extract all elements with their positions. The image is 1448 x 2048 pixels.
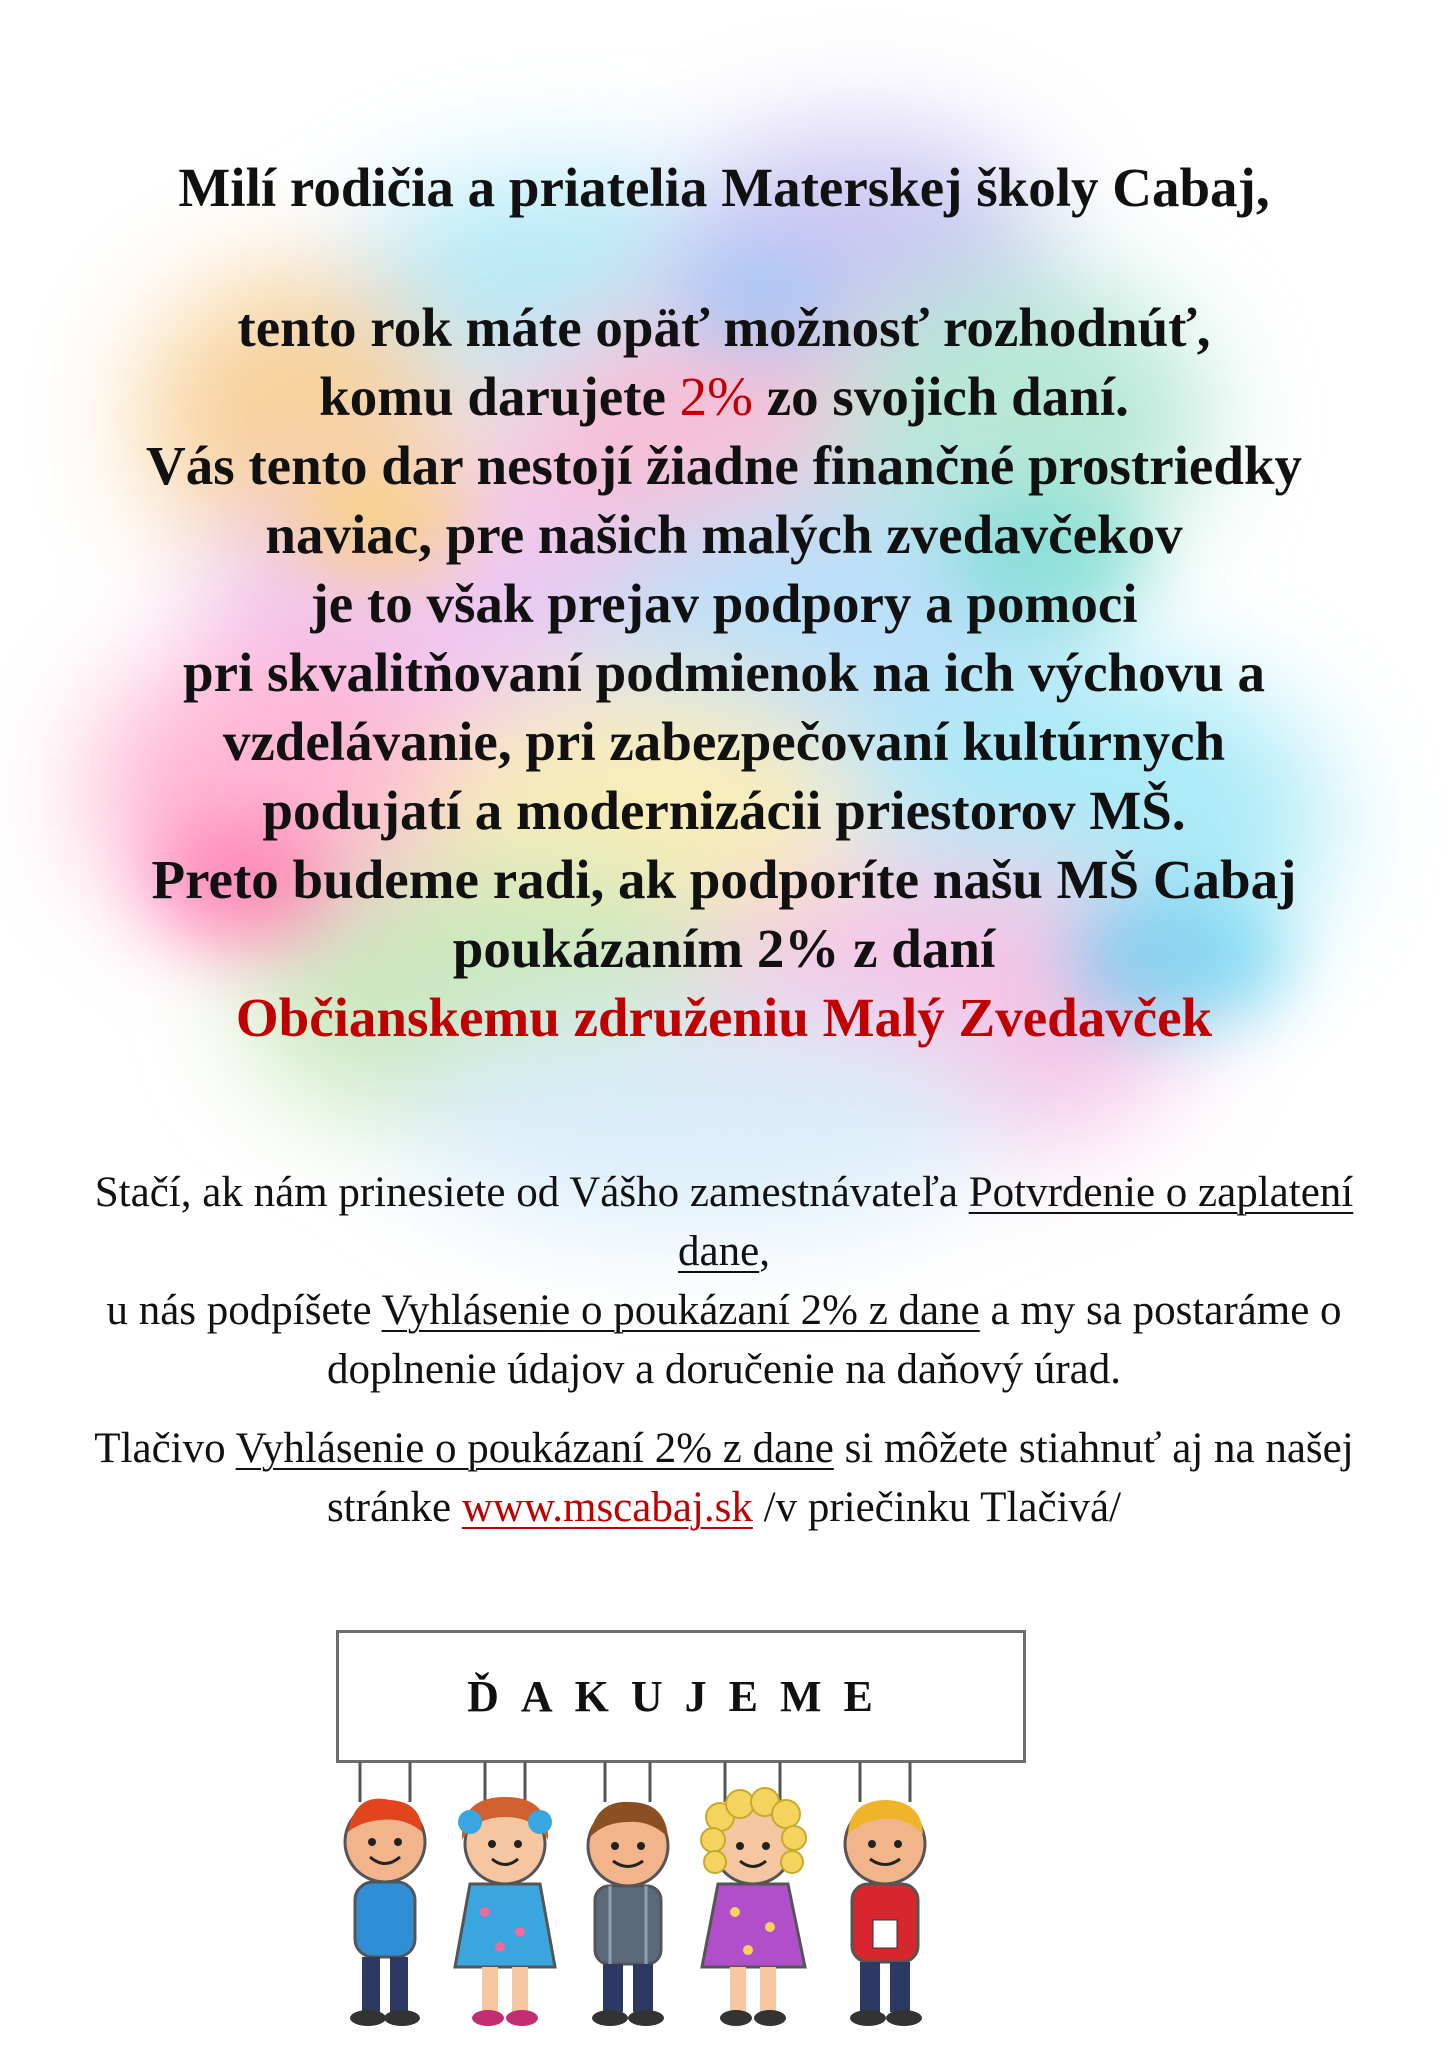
appeal-block xyxy=(80,157,1368,1059)
instructions-paragraph-1 xyxy=(70,1163,1378,1399)
appeal-line-7: vzdelávanie, pri zabezpečovaní kultúrnych xyxy=(222,711,1226,772)
instr-text-4: a my sa postaráme o doplnenie údajov a doručenie na daňový úrad. xyxy=(326,1287,1342,1393)
appeal-line-1: tento rok máte opäť možnosť rozhodnúť, xyxy=(237,297,1211,358)
document-declaration: Vyhlásenie o poukázaní 2% z dane xyxy=(381,1287,980,1334)
instructions-block xyxy=(70,1163,1378,1537)
appeal-line-2-end: zo svojich daní. xyxy=(753,366,1129,427)
instr-text-6: si môžete stiahnuť aj na našej stránke xyxy=(326,1425,1354,1531)
instr-text-3: u nás podpíšete xyxy=(106,1287,382,1334)
document-confirmation: Potvrdenie o zaplatení dane xyxy=(678,1169,1354,1275)
document-declaration-form: Vyhlásenie o poukázaní 2% z dane xyxy=(235,1425,834,1472)
child-5 xyxy=(845,1800,925,2026)
instr-text-7: /v priečinku Tlačivá/ xyxy=(752,1484,1122,1531)
appeal-line-6: pri skvalitňovaní podmienok na ich výchovu a xyxy=(183,642,1265,703)
child-2 xyxy=(455,1797,555,2026)
recipient-name: Občianskemu združeniu Malý Zvedavček xyxy=(235,987,1213,1048)
child-4 xyxy=(701,1788,806,2026)
instructions-paragraph-2 xyxy=(70,1419,1378,1537)
thank-you-sign: ĎAKUJEME xyxy=(336,1630,1026,1763)
appeal-line-10: poukázaním 2% z daní xyxy=(452,918,996,979)
appeal-line-2 xyxy=(80,366,1368,438)
appeal-line-8: podujatí a modernizácii priestorov MŠ. xyxy=(262,780,1186,841)
child-1 xyxy=(345,1799,425,2026)
instr-text-2: , xyxy=(759,1228,770,1275)
instr-text-1: Stačí, ak nám prinesiete od Vášho zamestnávateľa xyxy=(94,1169,969,1216)
children-holding-sign-icon xyxy=(310,1762,1070,2048)
percent-highlight: 2% xyxy=(679,366,753,427)
appeal-line-5: je to však prejav podpory a pomoci xyxy=(310,573,1138,634)
child-3 xyxy=(588,1802,668,2026)
appeal-line-2-start: komu darujete xyxy=(319,366,680,427)
appeal-line-4: naviac, pre našich malých zvedavčekov xyxy=(265,504,1183,565)
website-link[interactable]: www.mscabaj.sk xyxy=(461,1484,753,1531)
appeal-line-3: Vás tento dar nestojí žiadne finančné prostriedky xyxy=(145,435,1303,496)
greeting: Milí rodičia a priatelia Materskej školy Cabaj, xyxy=(178,157,1270,218)
appeal-line-9: Preto budeme radi, ak podporíte našu MŠ Cabaj xyxy=(151,849,1297,910)
instr-text-5: Tlačivo xyxy=(94,1425,236,1472)
